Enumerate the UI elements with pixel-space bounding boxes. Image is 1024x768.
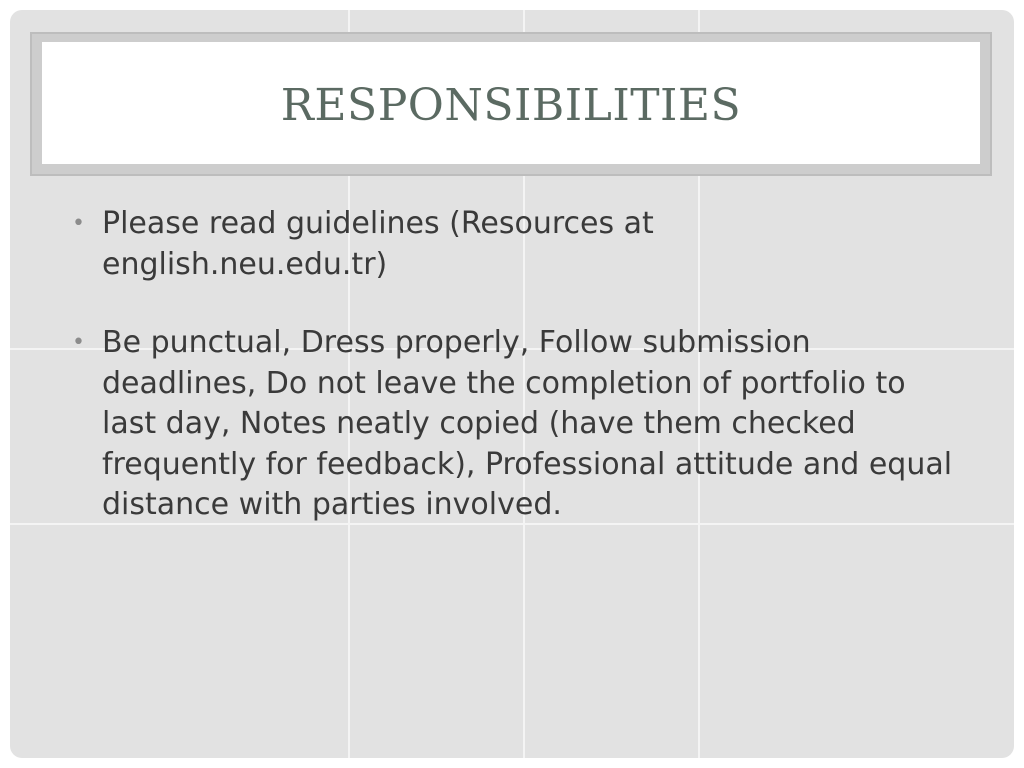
title-frame bbox=[30, 32, 992, 176]
bullet-dot-icon: • bbox=[72, 211, 85, 236]
title-box bbox=[42, 42, 980, 164]
bullet-text: Be punctual, Dress properly, Follow submission deadlines, Do not leave the completion of portfolio to last day, Notes neatly copied (have them checked frequently for feedback), Professional attitude and equal distance with parties involved. bbox=[102, 325, 953, 522]
list-item bbox=[70, 204, 970, 285]
bullet-list bbox=[70, 204, 970, 564]
bullet-text: Please read guidelines (Resources at english.neu.edu.tr) bbox=[102, 206, 654, 282]
list-item bbox=[70, 323, 970, 526]
bullet-dot-icon: • bbox=[72, 330, 85, 355]
slide bbox=[10, 10, 1014, 758]
slide-title: RESPONSIBILITIES bbox=[280, 79, 742, 131]
